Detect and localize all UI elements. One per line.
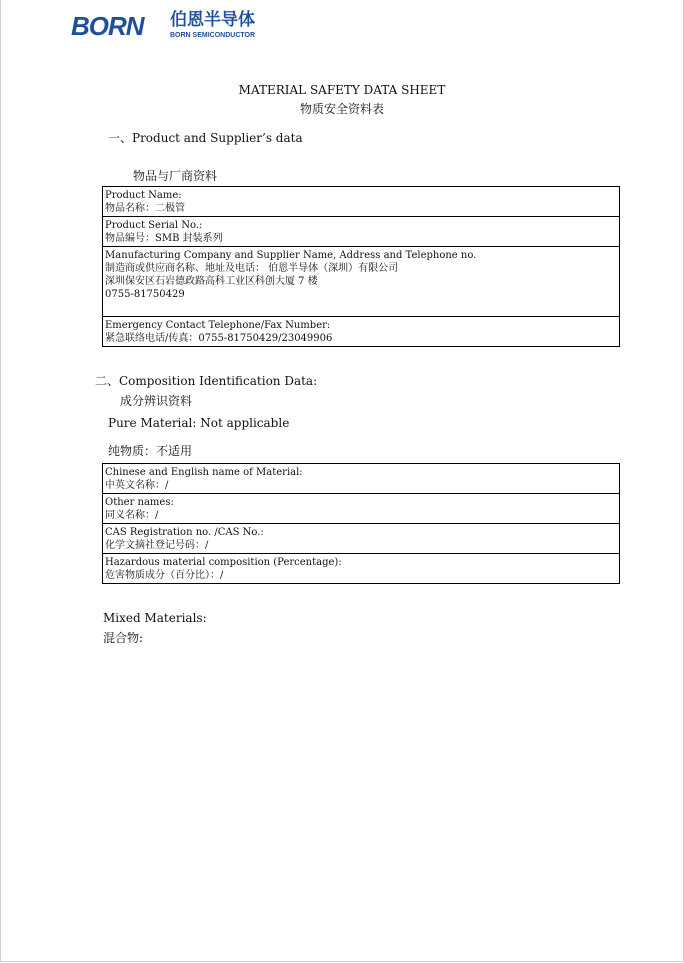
cell-line: 物品编号：SMB 封装系列 — [105, 233, 223, 244]
cell-line: 紧急联络电话/传真：0755-81750429/23049906 — [105, 333, 333, 344]
cell-line: Hazardous material composition (Percentage): — [105, 557, 342, 568]
cell-line: 0755-81750429 — [105, 289, 185, 300]
cell-line: 化学文摘社登记号码：/ — [105, 540, 209, 551]
mixed-materials-en: Mixed Materials: — [103, 611, 207, 625]
logo-en-name: BORN SEMICONDUCTOR — [170, 32, 256, 39]
table-row — [103, 247, 620, 317]
composition-table — [102, 463, 620, 584]
doc-title-cn: 物质安全资料表 — [299, 102, 384, 116]
cell-line: Other names: — [105, 497, 174, 508]
logo-cn-name: 伯恩半导体 — [170, 10, 255, 30]
section1-heading: 一、Product and Supplier’s data — [108, 131, 303, 145]
logo-mark: BORN — [71, 11, 144, 41]
section1-subheading: 物品与厂商资料 — [133, 169, 218, 183]
section2-subheading: 成分辨识资料 — [120, 394, 193, 408]
supplier-table — [102, 186, 620, 347]
cell-line: 物品名称：二极管 — [105, 203, 185, 214]
table-cell — [103, 217, 620, 247]
table-cell — [103, 247, 620, 317]
table-cell — [103, 554, 620, 584]
table-cell — [103, 494, 620, 524]
cell-line: Emergency Contact Telephone/Fax Number: — [105, 320, 331, 331]
cell-line: 制造商或供应商名称、地址及电话： 伯恩半导体（深圳）有限公司 — [105, 263, 399, 274]
table-row — [103, 464, 620, 494]
cell-line: CAS Registration no. /CAS No.: — [105, 527, 264, 538]
table-cell — [103, 524, 620, 554]
table-row — [103, 554, 620, 584]
pure-material-en: Pure Material: Not applicable — [108, 416, 290, 430]
table-cell — [103, 187, 620, 217]
table-cell — [103, 317, 620, 347]
table-row — [103, 524, 620, 554]
cell-line: 危害物质成分（百分比）：/ — [105, 570, 224, 581]
cell-line: Chinese and English name of Material: — [105, 467, 303, 478]
table-cell — [103, 464, 620, 494]
mixed-materials-cn: 混合物: — [103, 631, 144, 645]
table-row — [103, 494, 620, 524]
cell-line: Product Name: — [105, 190, 182, 201]
section2-heading: 二、Composition Identification Data: — [95, 374, 318, 388]
cell-line: 同义名称：/ — [105, 510, 159, 521]
cell-line: 中英文名称：/ — [105, 480, 169, 491]
company-logo — [71, 10, 271, 42]
cell-line: Product Serial No.: — [105, 220, 203, 231]
table-row — [103, 317, 620, 347]
cell-line: 深圳保安区石岩德政路高科工业区科创大厦 7 楼 — [105, 276, 318, 287]
table-row — [103, 187, 620, 217]
cell-line: Manufacturing Company and Supplier Name, Address and Telephone no. — [105, 250, 477, 261]
pure-material-cn: 纯物质：不适用 — [108, 444, 193, 458]
doc-title-en: MATERIAL SAFETY DATA SHEET — [238, 83, 446, 97]
table-row — [103, 217, 620, 247]
